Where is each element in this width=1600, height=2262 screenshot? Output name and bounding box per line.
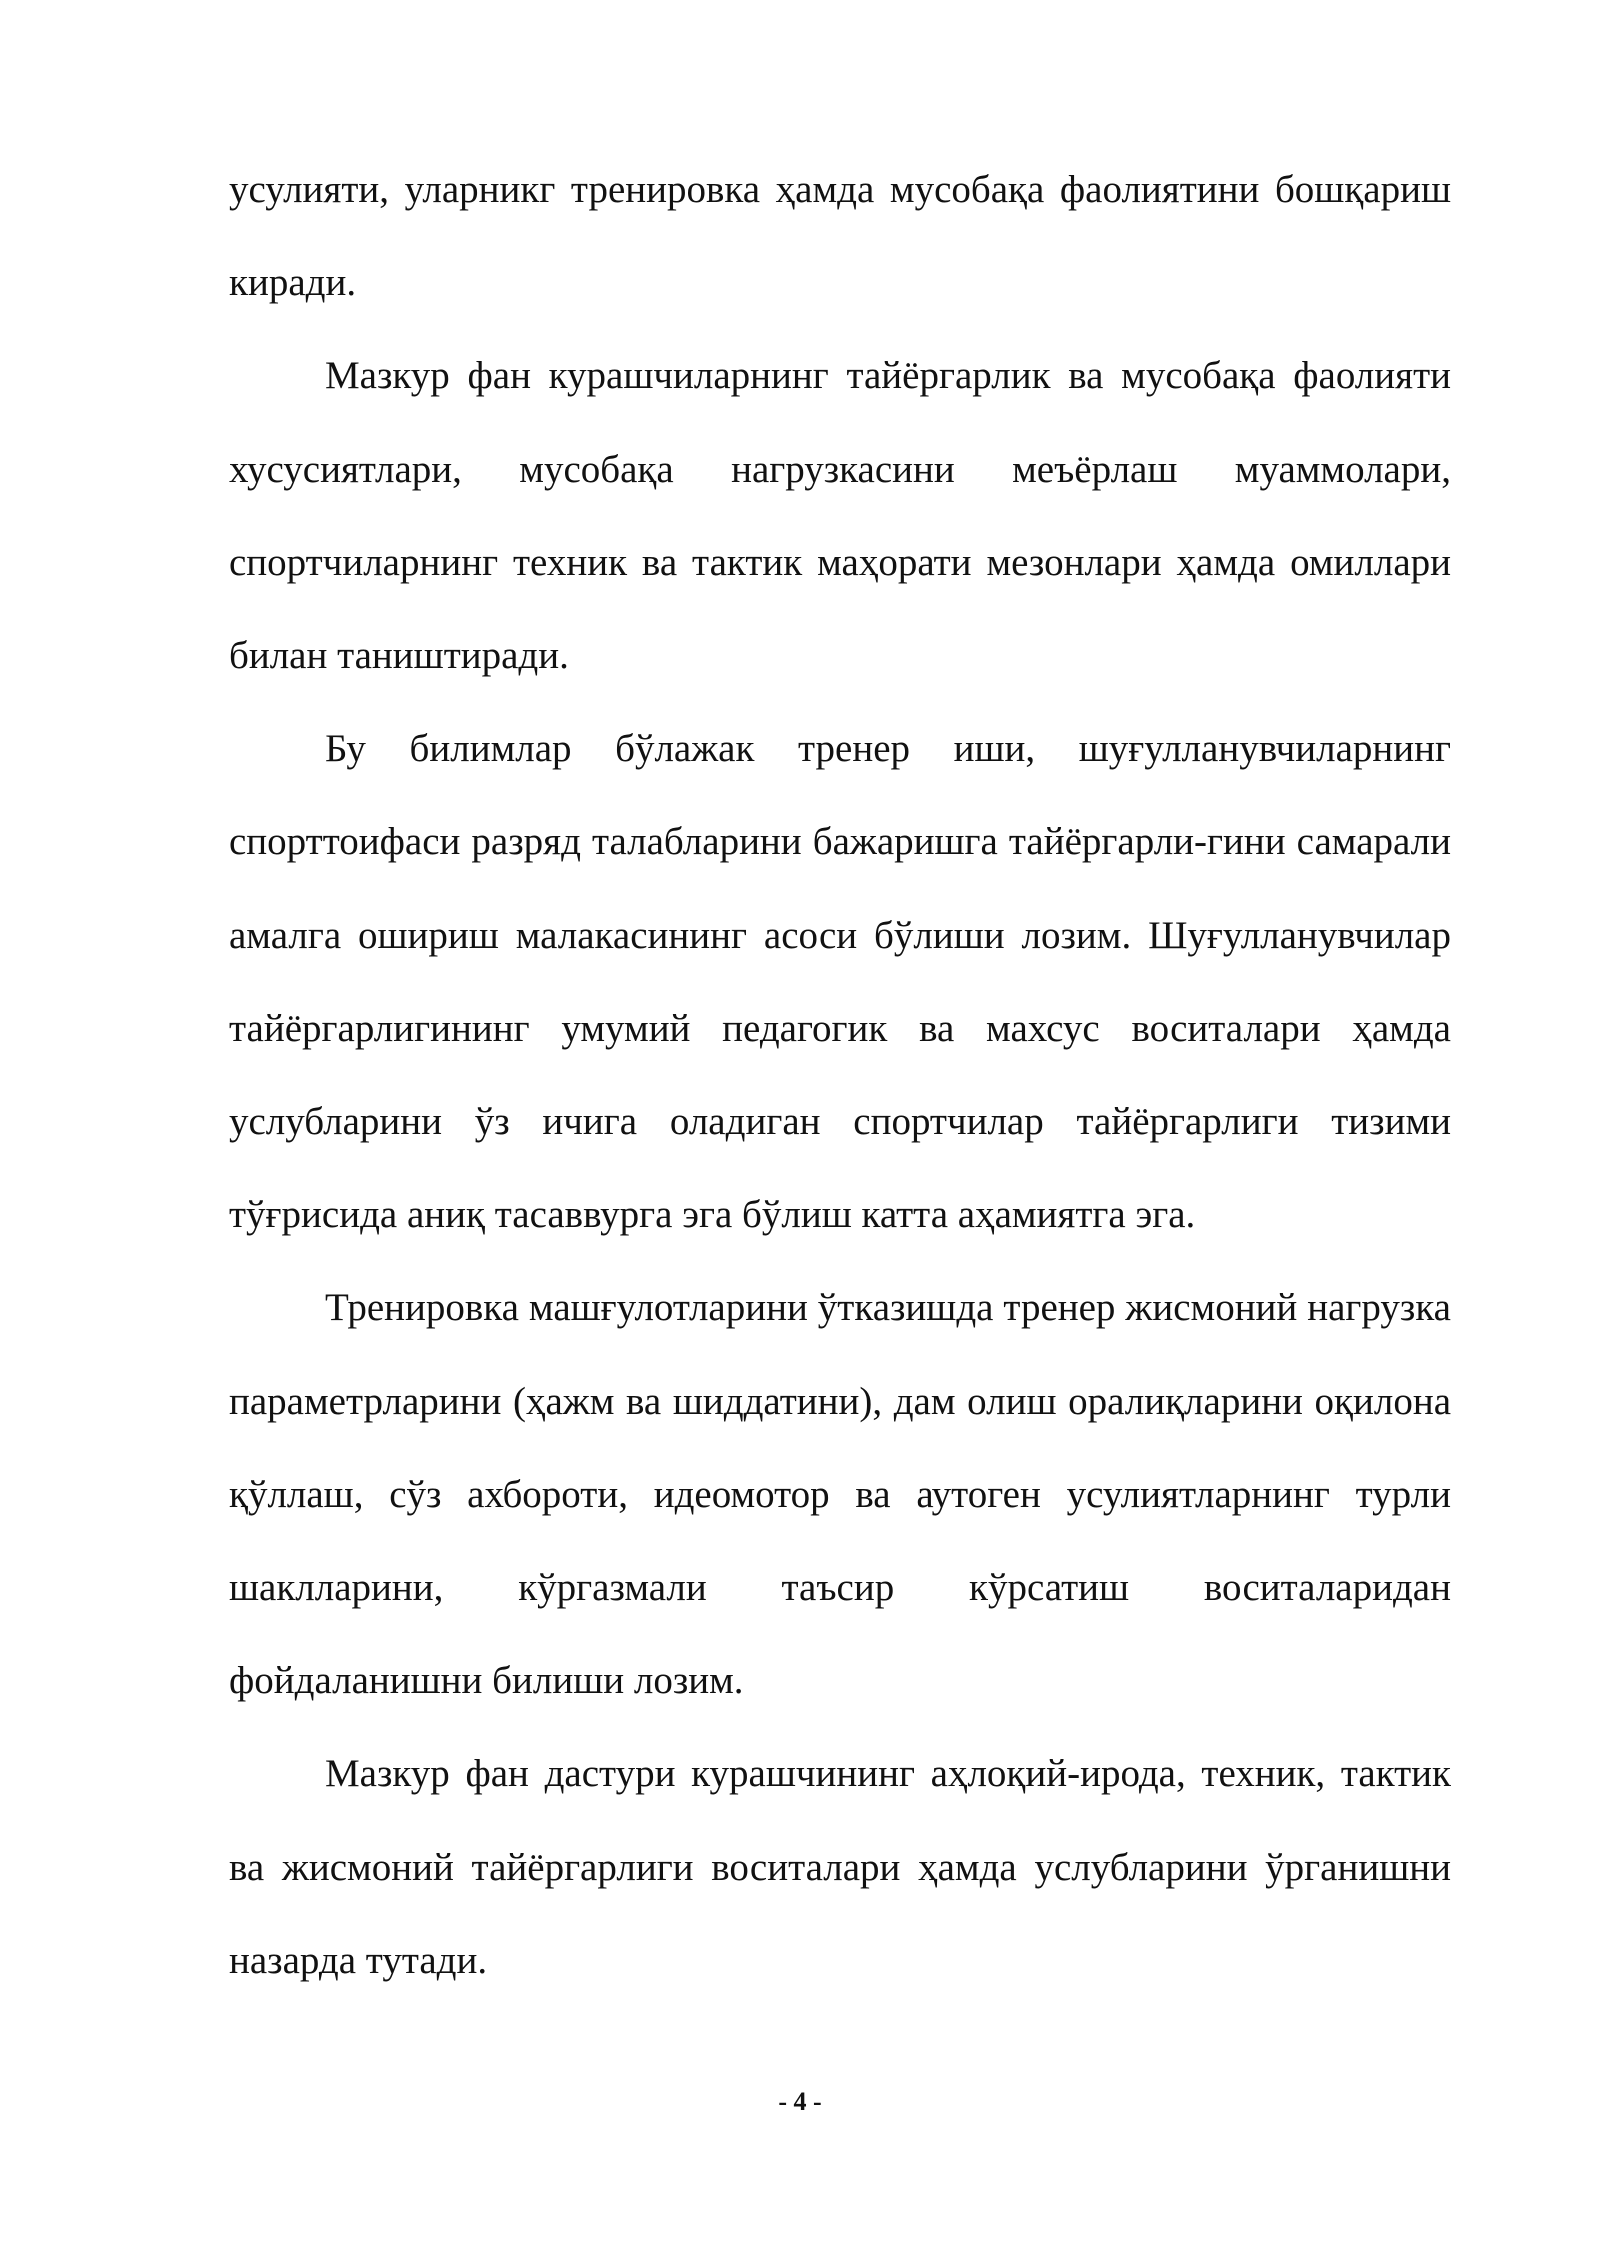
paragraph: Мазкур фан курашчиларнинг тайёргарлик ва мусобақа фаолияти хусусиятлари, мусобақа нагрузкасини меъёрлаш муаммолари, спортчиларнинг техник ва тактик маҳорати мезонлари ҳамда омиллари билан таништиради.	[229, 354, 1451, 678]
document-body	[229, 143, 1451, 2007]
paragraph: Бу билимлар бўлажак тренер иши, шуғулланувчиларнинг спорттоифаси разряд талабларини бажаришга тайёргарли-гини самарали амалга ошириш малакасининг асоси бўлиши лозим. Шуғулланувчилар тайёргарлигининг умумий педагогик ва махсус воситалари ҳамда услубларини ўз ичига оладиган спортчилар тайёргарлиги тизими тўғрисида аниқ тасаввурга эга бўлиш катта аҳамиятга эга.	[229, 727, 1451, 1237]
paragraph-continuation: усулияти, уларникг тренировка ҳамда мусобақа фаолиятини бошқариш киради.	[229, 168, 1451, 305]
paragraph: Мазкур фан дастури курашчининг аҳлоқий-ирода, техник, тактик ва жисмоний тайёргарлиги воситалари ҳамда услубларини ўрганишни назарда тутади.	[229, 1752, 1451, 1982]
paragraph: Тренировка машғулотларини ўтказишда тренер жисмоний нагрузка параметрларини (ҳажм ва шиддатини), дам олиш оралиқларини оқилона қўллаш, сўз ахбороти, идеомотор ва аутоген усулиятларнинг турли шаклларини, кўргазмали таъсир кўрсатиш воситаларидан фойдаланишни билиши лозим.	[229, 1286, 1451, 1703]
page-number: - 4 -	[778, 2087, 822, 2116]
